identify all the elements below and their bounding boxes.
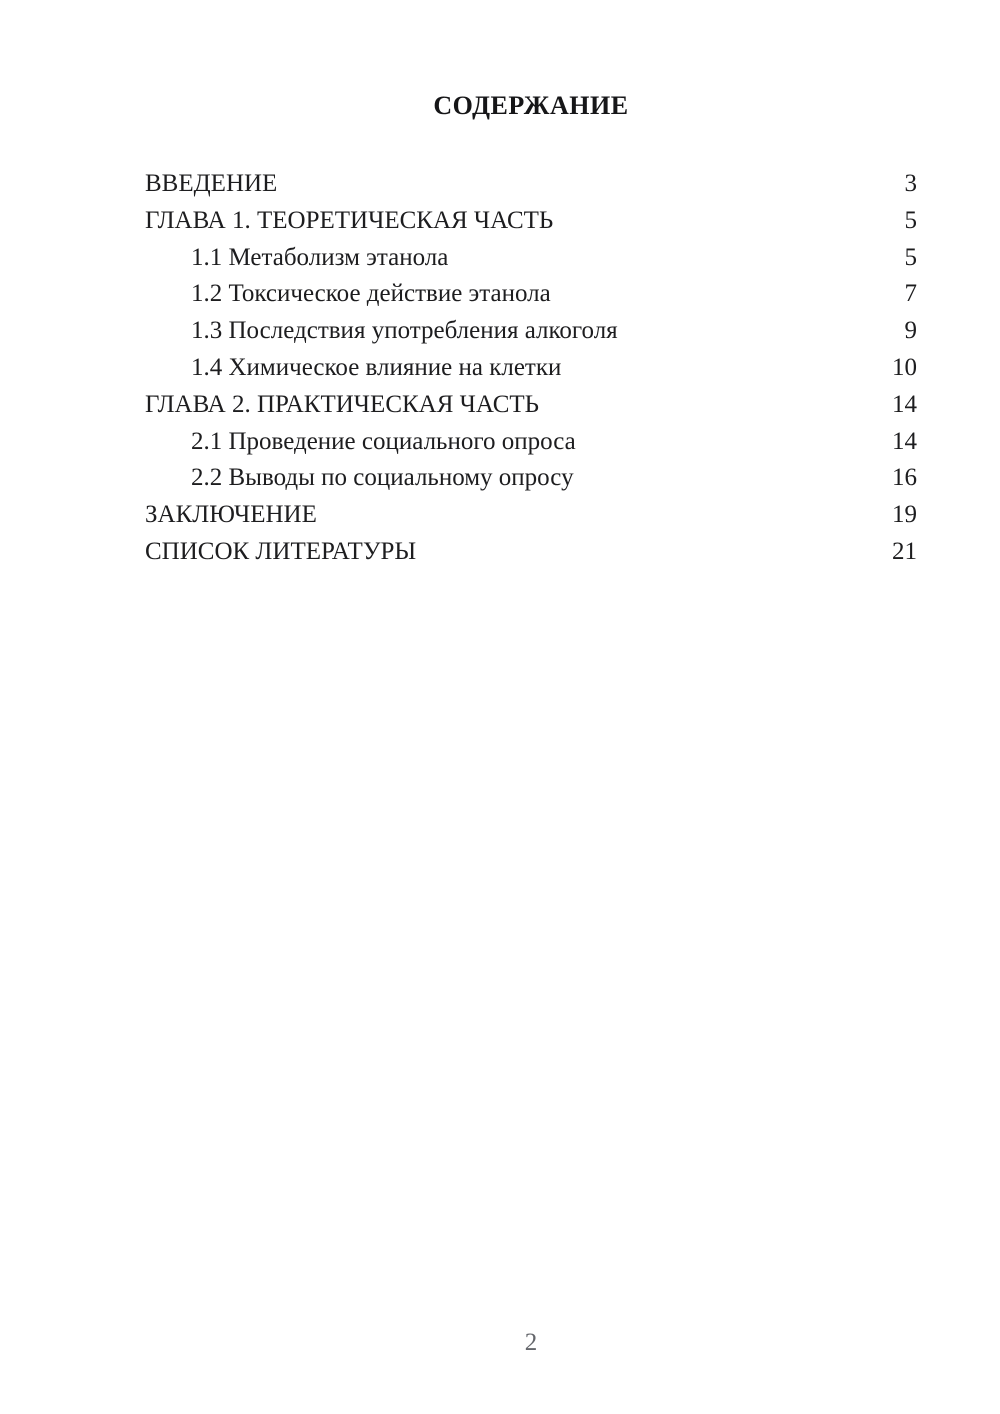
toc-entry-page-number: 19 bbox=[892, 501, 917, 529]
toc-entry-page-number: 5 bbox=[904, 206, 917, 234]
toc-entry-label: 1.2 Токсическое действие этанола bbox=[191, 280, 551, 308]
toc-entry-label: ВВЕДЕНИЕ bbox=[145, 170, 278, 197]
page-title: СОДЕРЖАНИЕ bbox=[433, 91, 629, 120]
toc-entry-page-number: 14 bbox=[892, 390, 917, 418]
toc-entry-label: 2.2 Выводы по социальному опросу bbox=[191, 464, 574, 492]
toc-entry bbox=[145, 240, 917, 277]
toc-list bbox=[145, 166, 917, 571]
toc-entry-label: ГЛАВА 1. ТЕОРЕТИЧЕСКАЯ ЧАСТЬ bbox=[145, 206, 554, 234]
toc-entry-page-number: 10 bbox=[892, 353, 917, 381]
toc-entry-label: 1.4 Химическое влияние на клетки bbox=[191, 353, 562, 381]
toc-entry-label: 1.1 Метаболизм этанола bbox=[191, 243, 449, 271]
toc-entry-page-number: 5 bbox=[904, 243, 917, 271]
toc-entry-label: ЗАКЛЮЧЕНИЕ bbox=[145, 501, 317, 529]
toc-entry bbox=[145, 350, 917, 387]
toc-entry-page-number: 16 bbox=[892, 464, 917, 492]
toc-entry-page-number: 14 bbox=[892, 427, 917, 455]
toc-entry-page-number: 21 bbox=[892, 537, 917, 565]
toc-entry bbox=[145, 387, 917, 424]
toc-entry-page-number: 3 bbox=[904, 170, 917, 197]
toc-entry bbox=[145, 313, 917, 350]
toc-entry-label: 2.1 Проведение социального опроса bbox=[191, 427, 576, 455]
toc-entry bbox=[145, 460, 917, 497]
toc-entry bbox=[145, 166, 917, 203]
toc-entry bbox=[145, 534, 917, 571]
toc-entry-page-number: 9 bbox=[904, 317, 917, 345]
toc-entry-page-number: 7 bbox=[904, 280, 917, 308]
toc-entry-label: 1.3 Последствия употребления алкоголя bbox=[191, 317, 618, 345]
toc-entry-label: ГЛАВА 2. ПРАКТИЧЕСКАЯ ЧАСТЬ bbox=[145, 390, 540, 418]
toc-entry bbox=[145, 203, 917, 240]
toc-entry-label: СПИСОК ЛИТЕРАТУРЫ bbox=[145, 537, 417, 565]
toc-entry bbox=[145, 497, 917, 534]
page-number-footer: 2 bbox=[524, 1329, 538, 1356]
toc-entry bbox=[145, 276, 917, 313]
toc-entry bbox=[145, 424, 917, 461]
